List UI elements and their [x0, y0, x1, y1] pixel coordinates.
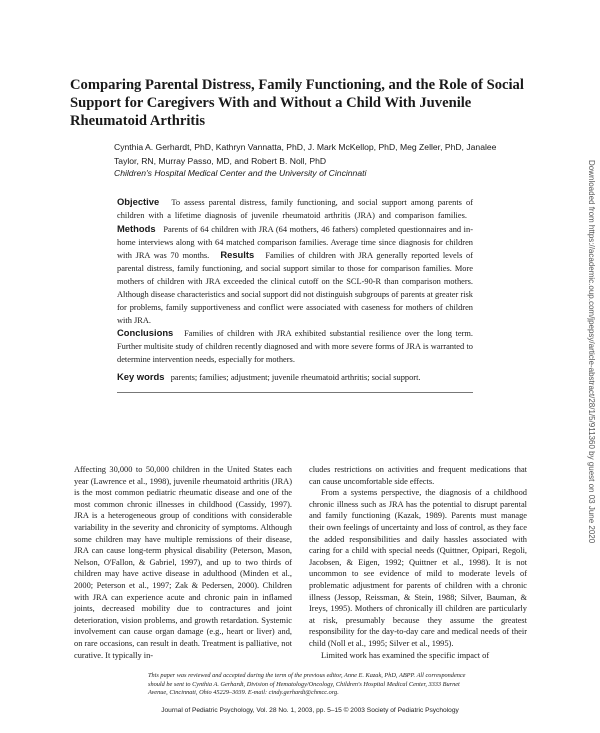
- results-text: Families of children with JRA generally reported levels of parental distress, family functioning, and social support similar to those for comparison families. More mothers of children with JRA exceeded the clinical cutoff on the SCL-90-R than comparison mothers. Although disease characteristics and social support did not distinguish subgroups of parents at greater risk for problems, family supportiveness and conflict were associated with caseness for mothers of children with JRA.: [117, 251, 474, 325]
- keywords-text: parents; families; adjustment; juvenile rheumatoid arthritis; social support.: [170, 373, 421, 382]
- author-list: Cynthia A. Gerhardt, PhD, Kathryn Vannatta, PhD, J. Mark McKellop, PhD, Meg Zeller, PhD, Janalee Taylor, RN, Murray Passo, MD, and Robert B. Noll, PhD: [114, 142, 497, 166]
- body-paragraph: Affecting 30,000 to 50,000 children in the United States each year (Lawrence et al., 1998), juvenile rheumatoid arthritis (JRA) is the most common pediatric rheumatic disease and one of the most common chronic illnesses in childhood (Cassidy, 1997). JRA is a heterogeneous group of conditions with considerable variability in the severity and chronicity of symptoms. Although some children may have multiple remissions of their disease, JRA can cause long-term physical disability (Peterson, Mason, Nelson, O'Fallon, & Gabriel, 1997), and up to two thirds of children may have active disease in adulthood (Minden et al., 2000; Peterson et al., 1997; Zak & Pedersen, 2000). Children with JRA can experience acute and chronic pain in inflamed joints, decreased mobility due to contractures and joint deterioration, vision problems, and growth retardation. Systemic involvement can cause organ damage (e.g., heart or liver) and, on rare occasions, can result in death. Treatment is palliative, not curative. It typically in-: [74, 465, 292, 660]
- journal-citation: Journal of Pediatric Psychology, Vol. 28 No. 1, 2003, pp. 5–15 © 2003 Society of Pediatric Psychology: [161, 707, 459, 714]
- objective-text: To assess parental distress, family functioning, and social support among parents of children with a lifetime diagnosis of juvenile rheumatoid arthritis (JRA) and comparison families.: [117, 198, 473, 220]
- body-column-right: [309, 464, 527, 661]
- conclusions-label: Conclusions: [117, 327, 174, 339]
- conclusions-text: Families of children with JRA exhibited substantial resilience over the long term. Further multisite study of children recently diagnosed and with more severe forms of JRA is warranted to determine intervention needs, especially for mothers.: [117, 329, 473, 365]
- download-watermark: [584, 160, 598, 580]
- footnote: This paper was reviewed and accepted during the term of the previous editor, Anne E. Kazak, PhD, ABPP. All correspondence should be sent to Cynthia A. Gerhardt, Division of Hematology/Oncology, Children's Hospital Medical Center, 3333 Burnet Avenue, Cincinnati, Ohio 45229–3039. E-mail: cindy.gerhardt@chmcc.org.: [148, 672, 466, 697]
- body-paragraph: From a systems perspective, the diagnosis of a childhood chronic illness such as JRA has the potential to disrupt parental and family functioning (Kazak, 1989). Parents must manage their own feelings of uncertainty and loss of control, as they face the added responsibilities and daily hassles associated with caring for a child with special needs (Quittner, Opipari, Regoli, Jacobsen, & Eigen, 1992; Quittner et al., 1998). It is not uncommon to see evidence of mild to moderate levels of problematic adjustment for parents of children with a chronic illness (Jessop, Reissman, & Stein, 1988; Silver, Bauman, & Ireys, 1995). Mothers of chronically ill children are particularly at risk, presumably because they assume the greatest responsibility for the day-to-day care and medical needs of their child (Noll et al., 1995; Silver et al., 1995).: [309, 488, 527, 648]
- objective-label: Objective: [117, 196, 160, 207]
- keywords: [117, 371, 517, 384]
- article-title: Comparing Parental Distress, Family Functioning, and the Role of Social Support for Caregivers With and Without a Child With Juvenile Rheumatoid Arthritis: [70, 77, 524, 129]
- results-label: Results: [220, 249, 255, 261]
- keywords-label: Key words: [117, 371, 165, 382]
- affiliation: Children's Hospital Medical Center and the University of Cincinnati: [114, 168, 367, 178]
- methods-text: Parents of 64 children with JRA (64 mothers, 46 fathers) completed questionnaires and in-home interviews along with 64 matched comparison families. Average time since diagnosis for children with JRA was 70 months.: [117, 224, 473, 261]
- body-column-left: [74, 464, 292, 661]
- methods-label: Methods: [117, 222, 156, 234]
- body-paragraph: Limited work has examined the specific impact of: [321, 650, 490, 660]
- abstract-divider: [117, 392, 473, 393]
- download-note: Downloaded from https://academic.oup.com/jpepsy/article-abstract/28/1/5/911360 by guest on 03 June 2020: [587, 160, 596, 544]
- abstract: [117, 196, 473, 367]
- body-paragraph: cludes restrictions on activities and frequent medications that can cause uncomfortable side effects.: [309, 465, 527, 486]
